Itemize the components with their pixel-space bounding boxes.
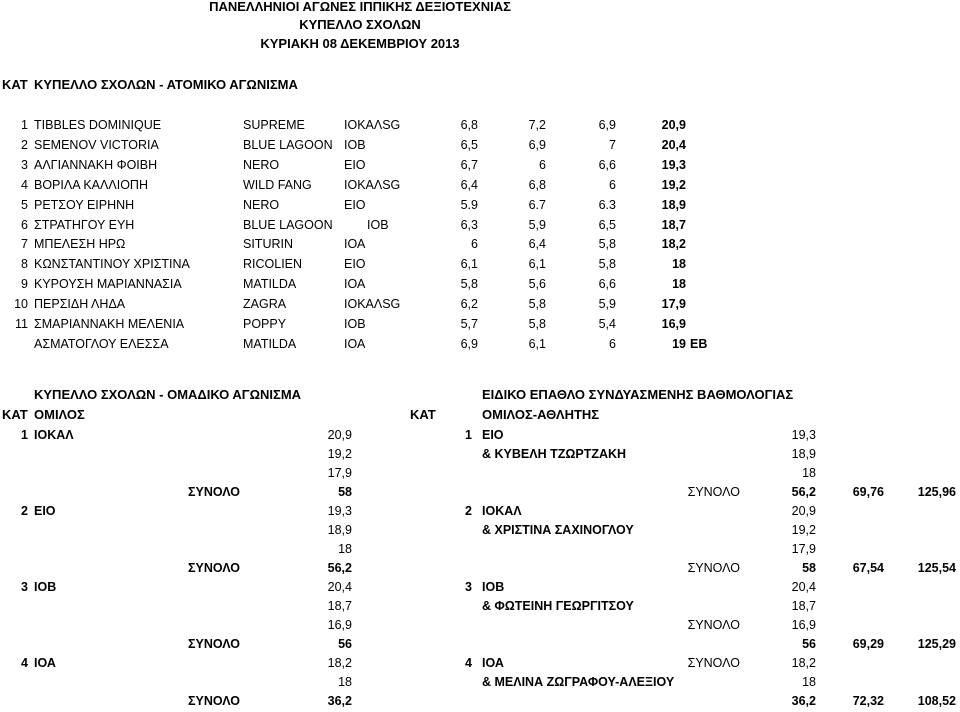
team-member-score: 19,2: [327, 447, 352, 461]
combined-extra-label: ΣΥΝΟΛΟ: [687, 618, 740, 632]
team-total: 56,2: [327, 561, 352, 575]
score-1: 6,5: [460, 137, 478, 152]
score-2: 5,8: [528, 297, 546, 312]
position: 11: [15, 317, 28, 331]
combined-athlete-score: 18,7: [791, 599, 816, 613]
rider-name: ΠΕΡΣΙΔΗ ΛΗΔΑ: [34, 297, 126, 312]
score-2: 5,9: [528, 217, 546, 232]
team-member-score: 18,2: [327, 656, 352, 670]
horse-name: WILD FANG: [243, 177, 312, 192]
club-name: ΙΟΒ: [344, 317, 366, 331]
club-name: ΕΙΟ: [344, 257, 366, 272]
score-1: 6,2: [460, 297, 478, 312]
combined-extra-score: 18: [802, 466, 816, 480]
combined-team-name: ΙΟΒ: [482, 580, 505, 594]
club-name: ΙΟΚΑΛSG: [344, 297, 401, 312]
team-group-label: ΟΜΙΛΟΣ: [34, 407, 85, 422]
team-total: 36,2: [327, 694, 352, 708]
position: 8: [21, 257, 28, 272]
team-position: 4: [21, 656, 28, 670]
score-1: 6,7: [460, 157, 478, 172]
individual-title: ΚΥΠΕΛΛΟ ΣΧΟΛΩΝ - ΑΤΟΜΙΚΟ ΑΓΩΝΙΣΜΑ: [34, 77, 298, 92]
team-position: 1: [21, 428, 28, 442]
team-member-score: 20,9: [327, 428, 352, 442]
team-name: ΙΟΒ: [34, 580, 57, 594]
horse-name: BLUE LAGOON: [243, 137, 333, 152]
score-2: 7,2: [528, 118, 546, 132]
score-2: 6: [539, 157, 546, 172]
total-score: 20,4: [661, 137, 686, 152]
team-member-score: 19,3: [327, 504, 352, 518]
score-1: 6: [471, 237, 478, 252]
combined-total: 58: [802, 561, 816, 575]
rider-name: ΚΥΡΟΥΣΗ ΜΑΡΙΑΝΝΑΣΙΑ: [34, 277, 182, 292]
team-total-label: ΣΥΝΟΛΟ: [188, 637, 240, 651]
team-total: 58: [338, 485, 352, 499]
combined-title: ΕΙΔΙΚΟ ΕΠΑΘΛΟ ΣΥΝΔΥΑΣΜΕΝΗΣ ΒΑΘΜΟΛΟΓΙΑΣ: [482, 387, 794, 402]
total-score: 16,9: [661, 317, 686, 331]
score-2: 5,8: [528, 317, 546, 331]
club-name: ΙΟΒ: [367, 217, 389, 232]
team-name: ΕΙΟ: [34, 504, 56, 518]
score-2: 6,1: [528, 336, 546, 351]
horse-name: ZAGRA: [243, 297, 287, 312]
rider-name: ΑΣΜΑΤΟΓΛΟΥ ΕΛΕΣΣΑ: [34, 336, 169, 351]
combined-position: 4: [465, 656, 472, 670]
club-name: ΙΟΚΑΛSG: [344, 118, 401, 132]
combined-kat-label: ΚΑΤ: [410, 407, 436, 422]
score-3: 6: [609, 336, 616, 351]
score-3: 6.3: [598, 197, 616, 212]
score-3: 5,4: [598, 317, 616, 331]
combined-team-score: 19,3: [791, 428, 816, 442]
horse-name: BLUE LAGOON: [243, 217, 333, 232]
horse-name: NERO: [243, 197, 280, 212]
position: 10: [14, 297, 28, 312]
combined-average: 67,54: [852, 561, 884, 575]
score-3: 6,9: [598, 118, 616, 132]
score-2: 5,6: [528, 277, 546, 292]
team-member-score: 18: [338, 542, 352, 556]
rider-name: ΣΜΑΡΙΑΝΝΑΚΗ ΜΕΛΕΝΙΑ: [34, 317, 185, 331]
rider-name: ΒΟΡΙΛΑ ΚΑΛΛΙΟΠΗ: [34, 177, 148, 192]
team-member-score: 17,9: [327, 466, 352, 480]
horse-name: NERO: [243, 157, 280, 172]
position: 1: [21, 118, 28, 132]
position: 3: [21, 157, 28, 172]
club-name: ΙΟΒ: [344, 137, 366, 152]
score-3: 6,6: [598, 277, 616, 292]
combined-final-score: 125,96: [917, 485, 956, 499]
combined-position: 2: [465, 504, 472, 518]
rider-name: ΑΛΓΙΑΝΝΑΚΗ ΦΟΙΒΗ: [34, 157, 158, 172]
club-name: ΙΟΑ: [344, 336, 366, 351]
total-score: 18: [672, 277, 686, 292]
rider-name: ΜΠΕΛΕΣΗ ΗΡΩ: [34, 237, 126, 252]
team-total: 56: [338, 637, 352, 651]
team-total-label: ΣΥΝΟΛΟ: [188, 694, 240, 708]
combined-team-name: ΙΟΑ: [482, 656, 504, 670]
page-date: ΚΥΡΙΑΚΗ 08 ΔΕΚΕΜΒΡΙΟΥ 2013: [260, 36, 460, 51]
score-1: 6,1: [460, 257, 478, 272]
position: 4: [21, 177, 28, 192]
team-kat-label: ΚΑΤ: [2, 407, 28, 422]
rider-name: TIBBLES DOMINIQUE: [34, 118, 162, 132]
combined-athlete-score: 19,2: [791, 523, 816, 537]
individual-kat-label: ΚΑΤ: [2, 77, 28, 92]
combined-team-name: ΕΙΟ: [482, 428, 504, 442]
team-position: 2: [21, 504, 28, 518]
combined-total: 56: [802, 637, 816, 651]
club-name: ΙΟΑ: [344, 237, 366, 252]
team-member-score: 18: [338, 675, 352, 689]
score-1: 6,3: [460, 217, 478, 232]
total-score: 19,2: [661, 177, 686, 192]
team-member-score: 20,4: [327, 580, 352, 594]
team-name: ΙΟΑ: [34, 656, 56, 670]
combined-athlete-score: 18,9: [791, 447, 816, 461]
rider-name: ΚΩΝΣΤΑΝΤΙΝΟΥ ΧΡΙΣΤΙΝΑ: [34, 257, 190, 272]
team-position: 3: [21, 580, 28, 594]
score-1: 5,8: [460, 277, 478, 292]
rider-name: ΡΕΤΣΟΥ ΕΙΡΗΝΗ: [34, 197, 135, 212]
combined-average: 69,76: [852, 485, 884, 499]
combined-average: 69,29: [852, 637, 884, 651]
rider-name: SEMENOV VICTORIA: [34, 137, 159, 152]
combined-total-label: ΣΥΝΟΛΟ: [687, 485, 740, 499]
total-score: 19: [672, 336, 686, 351]
page-title: ΠΑΝΕΛΛΗΝΙΟΙ ΑΓΩΝΕΣ ΙΠΠΙΚΗΣ ΔΕΞΙΟΤΕΧΝΙΑΣ: [209, 0, 511, 14]
combined-extra-score: 16,9: [791, 618, 816, 632]
combined-athlete-score: 18: [802, 675, 816, 689]
score-3: 6,6: [598, 157, 616, 172]
score-2: 6,4: [528, 237, 546, 252]
score-2: 6,1: [528, 257, 546, 272]
rider-name: ΣΤΡΑΤΗΓΟΥ ΕΥΗ: [34, 217, 135, 232]
combined-position: 3: [465, 580, 472, 594]
horse-name: RICOLIEN: [243, 257, 303, 272]
combined-position: 1: [465, 428, 472, 442]
club-name: ΕΙΟ: [344, 157, 366, 172]
combined-final-score: 125,54: [917, 561, 956, 575]
total-score: 18,9: [661, 197, 686, 212]
score-1: 6,8: [460, 118, 478, 132]
team-member-score: 16,9: [327, 618, 352, 632]
combined-team-score: 20,4: [791, 580, 816, 594]
score-3: 7: [609, 137, 616, 152]
team-name: ΙΟΚΑΛ: [34, 428, 74, 442]
combined-athlete-name: & ΚΥΒΕΛΗ ΤΖΩΡΤΖΑΚΗ: [482, 447, 627, 461]
score-1: 5.9: [460, 197, 478, 212]
combined-extra-score: 17,9: [791, 542, 816, 556]
team-member-score: 18,9: [327, 523, 352, 537]
note-badge: ΕΒ: [690, 336, 708, 351]
score-1: 6,9: [460, 336, 478, 351]
horse-name: POPPY: [243, 317, 287, 331]
team-member-score: 18,7: [327, 599, 352, 613]
combined-athlete-name: & ΜΕΛΙΝΑ ΖΩΓΡΑΦΟΥ-ΑΛΕΞΙΟΥ: [482, 675, 675, 689]
score-3: 5,9: [598, 297, 616, 312]
combined-total: 36,2: [791, 694, 816, 708]
combined-total: 56,2: [791, 485, 816, 499]
score-2: 6,8: [528, 177, 546, 192]
combined-team-name: ΙΟΚΑΛ: [482, 504, 522, 518]
page-subtitle: ΚΥΠΕΛΛΟ ΣΧΟΛΩΝ: [299, 17, 421, 32]
total-score: 18,7: [661, 217, 686, 232]
combined-total-label: ΣΥΝΟΛΟ: [687, 561, 740, 575]
team-title: ΚΥΠΕΛΛΟ ΣΧΟΛΩΝ - ΟΜΑΔΙΚΟ ΑΓΩΝΙΣΜΑ: [34, 387, 302, 402]
position: 5: [21, 197, 28, 212]
combined-team-score: 20,9: [791, 504, 816, 518]
position: 9: [21, 277, 28, 292]
position: 7: [21, 237, 28, 252]
total-score: 18,2: [661, 237, 686, 252]
horse-name: MATILDA: [243, 277, 297, 292]
team-total-label: ΣΥΝΟΛΟ: [188, 485, 240, 499]
total-score: 20,9: [661, 118, 686, 132]
position: 6: [21, 217, 28, 232]
horse-name: SUPREME: [243, 118, 305, 132]
horse-name: MATILDA: [243, 336, 297, 351]
combined-team-score: 18,2: [791, 656, 816, 670]
combined-team-total-label: ΣΥΝΟΛΟ: [687, 656, 740, 670]
score-2: 6.7: [528, 197, 546, 212]
horse-name: SITURIN: [243, 237, 293, 252]
combined-group-label: ΟΜΙΛΟΣ-ΑΘΛΗΤΗΣ: [482, 407, 600, 422]
score-1: 6,4: [460, 177, 478, 192]
combined-athlete-name: & ΧΡΙΣΤΙΝΑ ΣΑΧΙΝΟΓΛΟΥ: [482, 523, 634, 537]
score-3: 6,5: [598, 217, 616, 232]
combined-athlete-name: & ΦΩΤΕΙΝΗ ΓΕΩΡΓΙΤΣΟΥ: [482, 599, 634, 613]
total-score: 17,9: [661, 297, 686, 312]
total-score: 18: [672, 257, 686, 272]
club-name: ΙΟΑ: [344, 277, 366, 292]
combined-final-score: 108,52: [917, 694, 956, 708]
score-3: 5,8: [598, 237, 616, 252]
combined-final-score: 125,29: [917, 637, 956, 651]
club-name: ΙΟΚΑΛSG: [344, 177, 401, 192]
team-total-label: ΣΥΝΟΛΟ: [188, 561, 240, 575]
score-3: 6: [609, 177, 616, 192]
score-3: 5,8: [598, 257, 616, 272]
combined-average: 72,32: [852, 694, 884, 708]
score-1: 5,7: [460, 317, 478, 331]
club-name: ΕΙΟ: [344, 197, 366, 212]
total-score: 19,3: [661, 157, 686, 172]
score-2: 6,9: [528, 137, 546, 152]
position: 2: [21, 137, 28, 152]
